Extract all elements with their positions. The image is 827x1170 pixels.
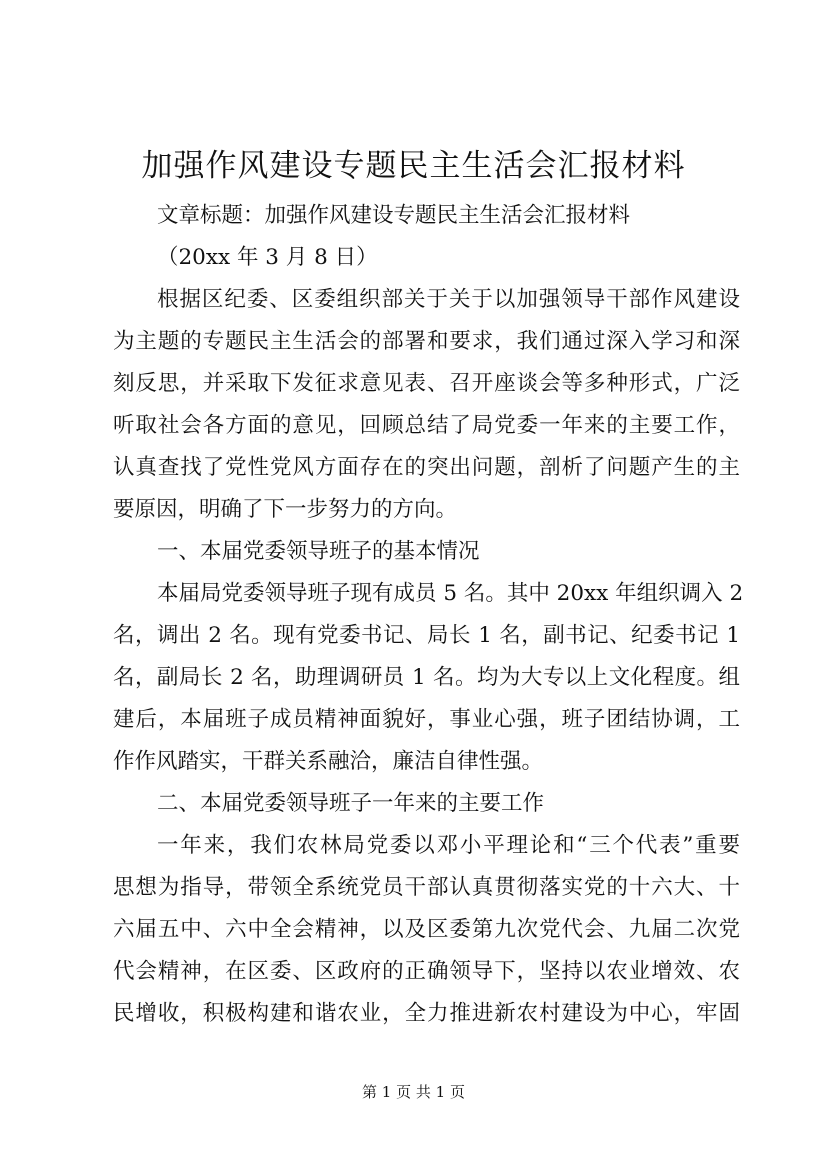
paragraph-line: 听取社会各方面的意见，回顾总结了局党委一年来的主要工作， <box>113 413 740 438</box>
paragraph-line: 为主题的专题民主生活会的部署和要求，我们通过深入学习和深 <box>113 329 740 354</box>
paragraph-line: 根据区纪委、区委组织部关于关于以加强领导干部作风建设 <box>157 287 740 312</box>
date-line: （20xx 年 3 月 8 日） <box>157 245 378 270</box>
paragraph-line: 名，副局长 2 名，助理调研员 1 名。均为大专以上文化程度。组 <box>113 665 740 690</box>
paragraph-line: 民增收，积极构建和谐农业，全力推进新农村建设为中心，牢固 <box>113 1001 740 1026</box>
page-indicator: 第 1 页 共 1 页 <box>362 1083 465 1101</box>
paragraph-line: 认真查找了党性党风方面存在的突出问题，剖析了问题产生的主 <box>113 455 740 480</box>
paragraph-line: 思想为指导，带领全系统党员干部认真贯彻落实党的十六大、十 <box>113 875 740 900</box>
paragraph-line: 刻反思，并采取下发征求意见表、召开座谈会等多种形式，广泛 <box>113 371 740 396</box>
section-heading: 一、本届党委领导班子的基本情况 <box>157 539 480 564</box>
paragraph-line: 本届局党委领导班子现有成员 5 名。其中 20xx 年组织调入 2 <box>157 581 744 606</box>
paragraph-line: 建后，本届班子成员精神面貌好，事业心强，班子团结协调，工 <box>113 707 740 732</box>
paragraph-line: 一年来，我们农林局党委以邓小平理论和“三个代表”重要 <box>157 833 740 858</box>
paragraph-line: 代会精神，在区委、区政府的正确领导下，坚持以农业增效、农 <box>113 959 740 984</box>
paragraph-line: 作作风踏实，干群关系融洽，廉洁自律性强。 <box>113 749 544 774</box>
article-title-line: 文章标题：加强作风建设专题民主生活会汇报材料 <box>157 203 631 228</box>
paragraph-line: 六届五中、六中全会精神，以及区委第九次党代会、九届二次党 <box>113 917 740 942</box>
paragraph-line: 要原因，明确了下一步努力的方向。 <box>113 497 458 522</box>
document-title: 加强作风建设专题民主生活会汇报材料 <box>141 148 686 184</box>
paragraph-line: 名，调出 2 名。现有党委书记、局长 1 名，副书记、纪委书记 1 <box>113 623 740 648</box>
section-heading: 二、本届党委领导班子一年来的主要工作 <box>157 791 545 816</box>
